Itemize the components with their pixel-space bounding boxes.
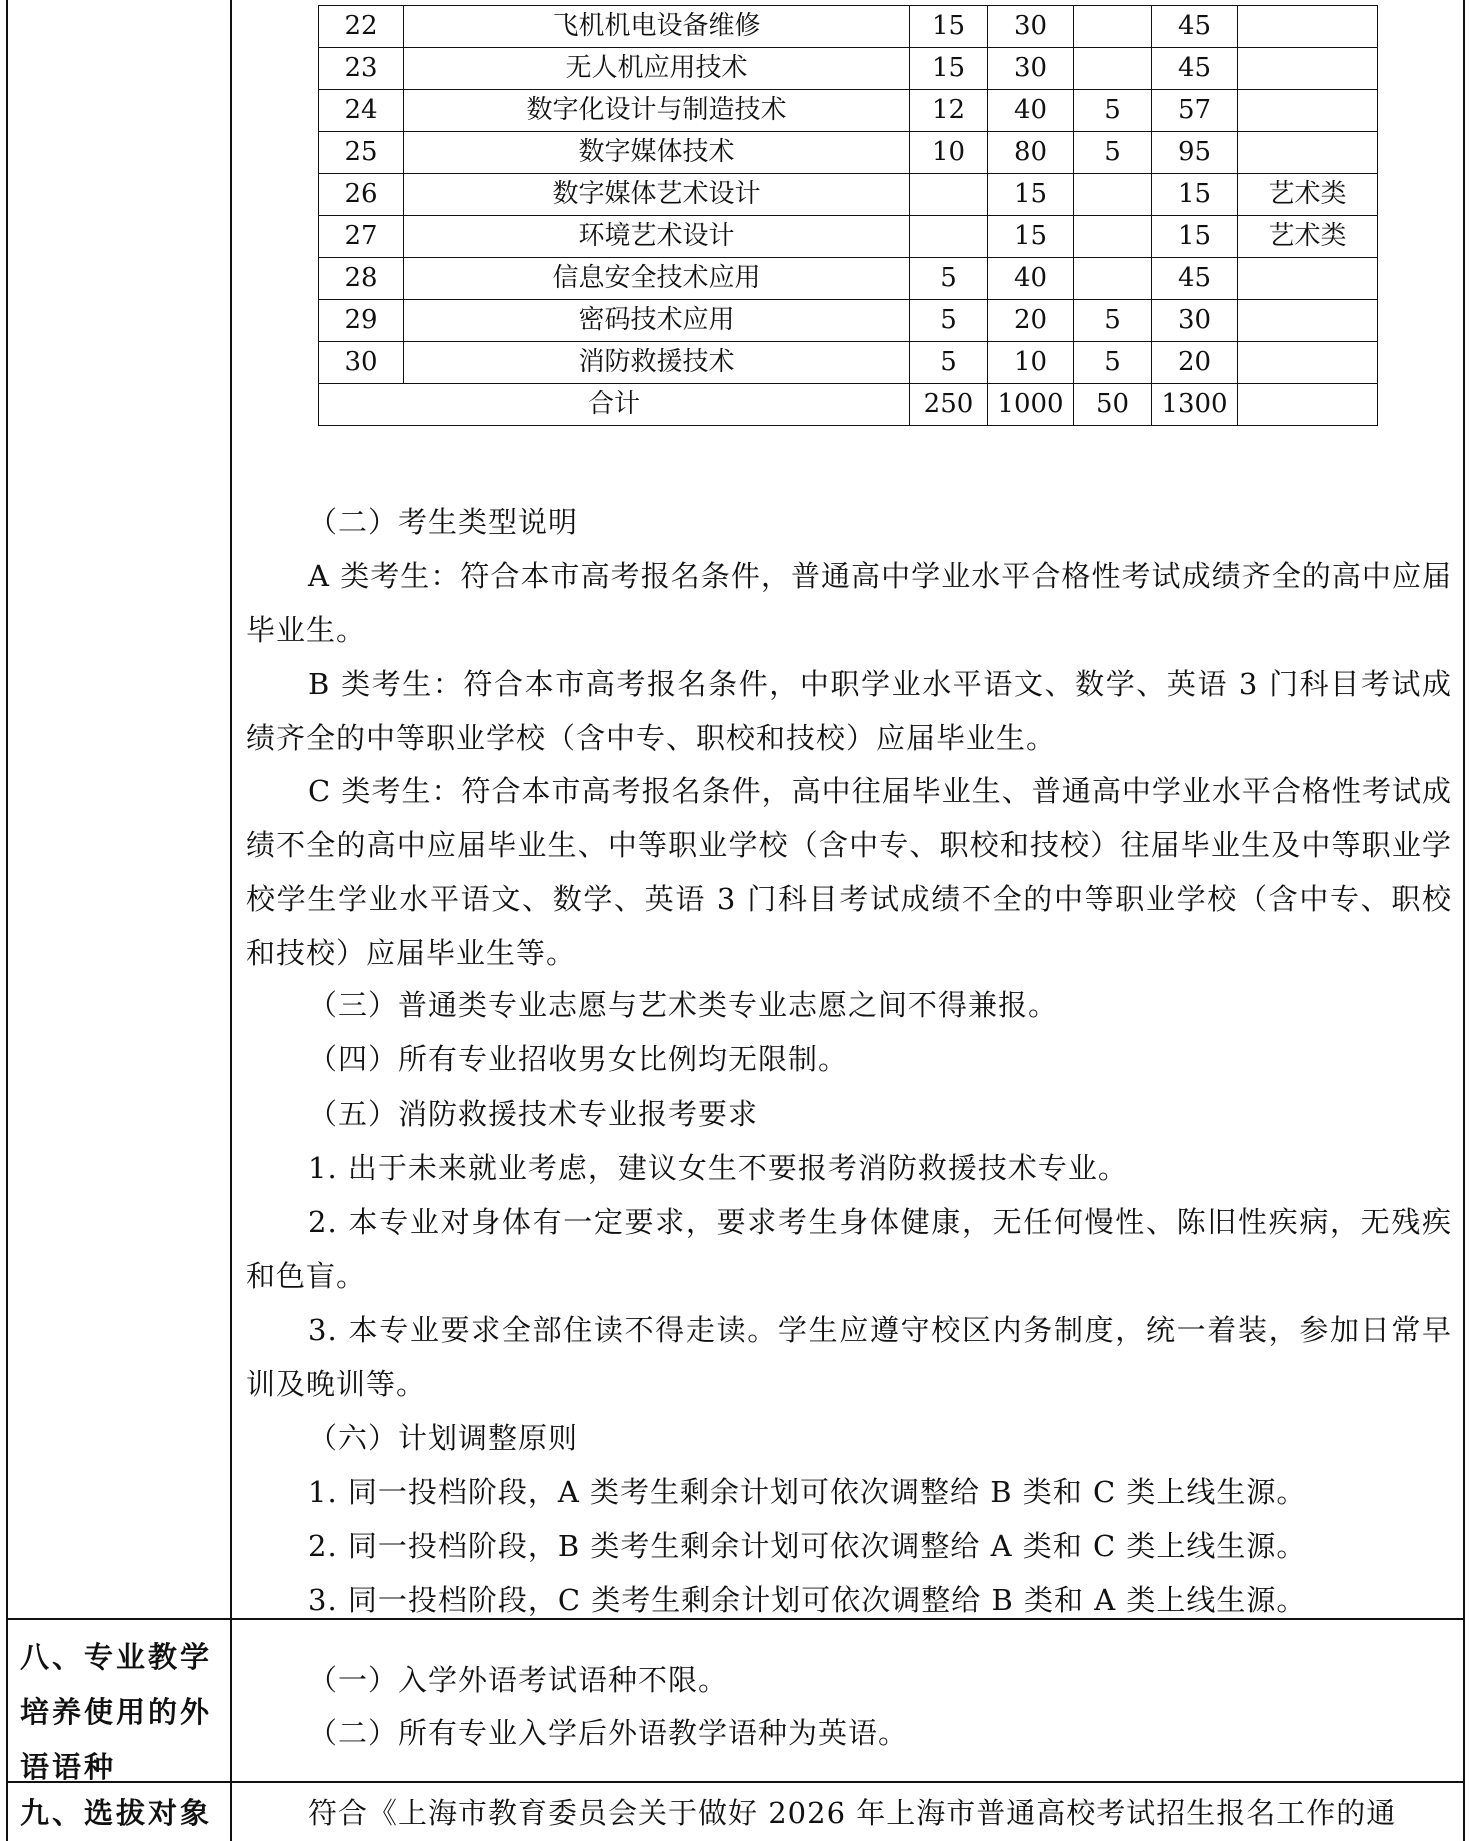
enrollment-quota-table <box>318 5 1378 426</box>
quota-b: 15 <box>988 174 1074 216</box>
major-name: 数字化设计与制造技术 <box>404 90 910 132</box>
quota-c <box>1074 48 1152 90</box>
table-row <box>319 174 1378 216</box>
quota-c <box>1074 216 1152 258</box>
outer-border-left <box>6 0 8 1841</box>
row-nine-label: 九、选拔对象 <box>20 1796 213 1830</box>
section-five-item-2: 2. 本专业对身体有一定要求，要求考生身体健康，无任何慢性、陈旧性疾病，无残疾和色盲。 <box>246 1205 1452 1293</box>
quota-c <box>1074 6 1152 48</box>
quota-a: 12 <box>910 90 988 132</box>
quota-c <box>1074 174 1152 216</box>
quota-b: 15 <box>988 216 1074 258</box>
table-row <box>319 90 1378 132</box>
quota-total: 57 <box>1152 90 1238 132</box>
quota-total: 45 <box>1152 6 1238 48</box>
section-five-heading: （五）消防救援技术专业报考要求 <box>308 1097 759 1131</box>
table-total-row <box>319 384 1378 426</box>
total-c: 50 <box>1074 384 1152 426</box>
quota-c: 5 <box>1074 342 1152 384</box>
section-five-item-1: 1. 出于未来就业考虑，建议女生不要报考消防救援技术专业。 <box>308 1151 1128 1185</box>
row-number: 26 <box>319 174 404 216</box>
major-name: 密码技术应用 <box>404 300 910 342</box>
table-row <box>319 216 1378 258</box>
quota-c: 5 <box>1074 90 1152 132</box>
row-separator-nine <box>6 1781 1465 1783</box>
quota-a: 15 <box>910 48 988 90</box>
major-name: 消防救援技术 <box>404 342 910 384</box>
row-number: 23 <box>319 48 404 90</box>
row-number: 25 <box>319 132 404 174</box>
total-note <box>1238 384 1378 426</box>
row-number: 30 <box>319 342 404 384</box>
row-eight-label: 八、专业教学培养使用的外语语种 <box>20 1640 213 1784</box>
table-row <box>319 258 1378 300</box>
section-four-text: （四）所有专业招收男女比例均无限制。 <box>308 1042 849 1076</box>
quota-a: 5 <box>910 258 988 300</box>
total-a: 250 <box>910 384 988 426</box>
type-a-description: A 类考生：符合本市高考报名条件，普通高中学业水平合格性考试成绩齐全的高中应届毕业生。 <box>246 559 1452 647</box>
table-row <box>319 342 1378 384</box>
major-name: 信息安全技术应用 <box>404 258 910 300</box>
table-row <box>319 48 1378 90</box>
major-name: 环境艺术设计 <box>404 216 910 258</box>
quota-b: 40 <box>988 258 1074 300</box>
quota-a: 5 <box>910 342 988 384</box>
section-two-heading: （二）考生类型说明 <box>308 505 579 539</box>
quota-c: 5 <box>1074 300 1152 342</box>
quota-c: 5 <box>1074 132 1152 174</box>
quota-note <box>1238 300 1378 342</box>
column-divider-lower <box>230 1618 232 1841</box>
quota-b: 30 <box>988 48 1074 90</box>
quota-c <box>1074 258 1152 300</box>
section-six-item-1: 1. 同一投档阶段，A 类考生剩余计划可依次调整给 B 类和 C 类上线生源。 <box>308 1475 1307 1509</box>
major-name: 数字媒体技术 <box>404 132 910 174</box>
quota-total: 15 <box>1152 174 1238 216</box>
quota-b: 20 <box>988 300 1074 342</box>
row-number: 22 <box>319 6 404 48</box>
row-number: 29 <box>319 300 404 342</box>
quota-note <box>1238 48 1378 90</box>
quota-b: 40 <box>988 90 1074 132</box>
quota-b: 10 <box>988 342 1074 384</box>
row-number: 24 <box>319 90 404 132</box>
total-sum: 1300 <box>1152 384 1238 426</box>
quota-a: 15 <box>910 6 988 48</box>
major-name: 数字媒体艺术设计 <box>404 174 910 216</box>
row-number: 28 <box>319 258 404 300</box>
quota-a <box>910 174 988 216</box>
section-six-item-2: 2. 同一投档阶段，B 类考生剩余计划可依次调整给 A 类和 C 类上线生源。 <box>308 1529 1307 1563</box>
quota-total: 15 <box>1152 216 1238 258</box>
column-divider <box>230 0 232 1618</box>
type-c-description: C 类考生：符合本市高考报名条件，高中往届毕业生、普通高中学业水平合格性考试成绩不全的高中应届毕业生、中等职业学校（含中专、职校和技校）往届毕业生及中等职业学校学生学业水平语文、数学、英语 3 门科目考试成绩不全的中等职业学校（含中专、职校和技校）应届毕业生等。 <box>246 774 1452 970</box>
table-row <box>319 132 1378 174</box>
major-name: 飞机机电设备维修 <box>404 6 910 48</box>
section-five-item-3: 3. 本专业要求全部住读不得走读。学生应遵守校区内务制度，统一着装，参加日常早训及晚训等。 <box>246 1313 1452 1401</box>
quota-note <box>1238 342 1378 384</box>
row-number: 27 <box>319 216 404 258</box>
quota-total: 30 <box>1152 300 1238 342</box>
table-row <box>319 6 1378 48</box>
outer-border-right <box>1463 0 1465 1841</box>
table-row <box>319 300 1378 342</box>
quota-b: 80 <box>988 132 1074 174</box>
quota-note: 艺术类 <box>1238 216 1378 258</box>
row-nine-text: 符合《上海市教育委员会关于做好 2026 年上海市普通高校考试招生报名工作的通 <box>308 1796 1397 1830</box>
row-eight-line-1: （一）入学外语考试语种不限。 <box>308 1663 729 1697</box>
quota-note: 艺术类 <box>1238 174 1378 216</box>
quota-total: 95 <box>1152 132 1238 174</box>
section-six-heading: （六）计划调整原则 <box>308 1421 579 1455</box>
total-label: 合计 <box>319 384 910 426</box>
row-eight-line-2: （二）所有专业入学后外语教学语种为英语。 <box>308 1716 909 1750</box>
quota-note <box>1238 132 1378 174</box>
quota-a <box>910 216 988 258</box>
section-three-text: （三）普通类专业志愿与艺术类专业志愿之间不得兼报。 <box>308 988 1059 1022</box>
type-b-description: B 类考生：符合本市高考报名条件，中职学业水平语文、数学、英语 3 门科目考试成绩齐全的中等职业学校（含中专、职校和技校）应届毕业生。 <box>246 667 1452 755</box>
quota-total: 45 <box>1152 48 1238 90</box>
quota-total: 45 <box>1152 258 1238 300</box>
quota-a: 10 <box>910 132 988 174</box>
quota-b: 30 <box>988 6 1074 48</box>
major-name: 无人机应用技术 <box>404 48 910 90</box>
section-six-item-3: 3. 同一投档阶段，C 类考生剩余计划可依次调整给 B 类和 A 类上线生源。 <box>308 1583 1307 1617</box>
total-b: 1000 <box>988 384 1074 426</box>
quota-a: 5 <box>910 300 988 342</box>
quota-note <box>1238 90 1378 132</box>
quota-total: 20 <box>1152 342 1238 384</box>
quota-note <box>1238 6 1378 48</box>
quota-note <box>1238 258 1378 300</box>
